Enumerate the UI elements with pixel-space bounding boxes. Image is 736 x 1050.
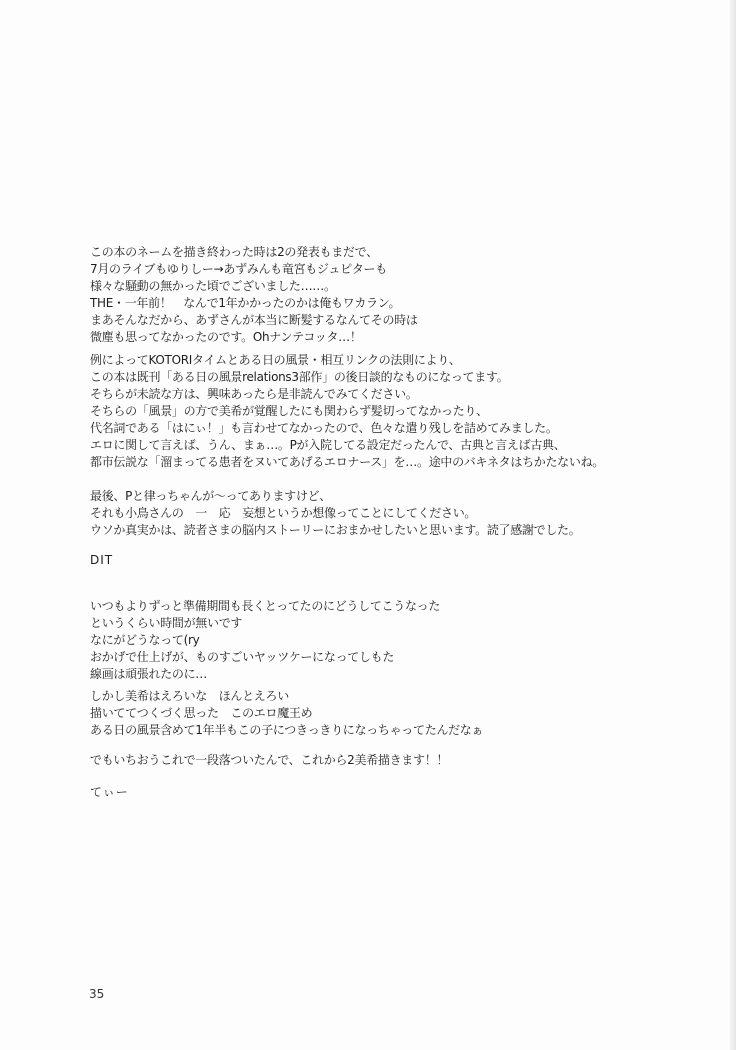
afterword-dit-paragraph-3: [90, 488, 690, 539]
text-line: 代名詞である「はにぃ！」も言わせてなかったので、色々な遣り残しを詰めてみました。: [90, 421, 558, 435]
text-line: ウソか真実かは、読者さまの脳内ストーリーにおまかせしたいと思います。読了感謝でした。: [90, 523, 581, 537]
text-line: しかし美希はえろいな ほんとえろい: [90, 689, 289, 703]
text-line: それも小鳥さんの 一 応 妄想というか想像ってことにしてください。: [90, 506, 477, 520]
afterword-dit-signature: DIT: [90, 553, 114, 567]
text-line: 描いててつくづく思った このエロ魔王め: [90, 706, 313, 720]
afterword-tee-paragraph-1: [90, 598, 690, 683]
text-line: ある日の風景含めて1年半もこの子につきっきりになっちゃってたんだなぁ: [90, 723, 484, 737]
text-line: 都市伝説な「溜まってる患者をヌいてあげるエロナース」を…。途中のバキネタはちかたないね。: [90, 455, 604, 469]
text-line: そちらが未読な方は、興味あったら是非読んでみてください。: [90, 387, 418, 401]
afterword-dit-paragraph-2: [90, 352, 690, 471]
text-line: 様々な騒動の無かった頃でございました……。: [90, 279, 336, 293]
text-line: THE・一年前！ なんで1年かかったのかは俺もワカラン。: [90, 296, 401, 310]
text-line: 線画は頑張れたのに…: [90, 667, 208, 681]
page-edge-shadow: [730, 0, 736, 1050]
text-line: でもいちおうこれで一段落ついたんで、これから2美希描きます！！: [90, 753, 449, 767]
text-line: おかげで仕上げが、ものすごいヤッツケーになってしもた: [90, 650, 395, 664]
text-line: まあそんなだから、あずさんが本当に断髪するなんてその時は: [90, 313, 418, 327]
text-line: この本のネームを描き終わった時は2の発表もまだで、: [90, 245, 378, 259]
afterword-tee-paragraph-2: [90, 688, 690, 739]
afterword-dit-paragraph-1: [90, 244, 690, 346]
text-line: いつもよりずっと準備期間も長くとってたのにどうしてこうなった: [90, 599, 441, 613]
text-line: というくらい時間が無いです: [90, 616, 243, 630]
page-number: 35: [89, 987, 105, 1001]
text-line: この本は既刊「ある日の風景relations3部作」の後日談的なものになってます。: [90, 370, 509, 384]
afterword-tee-signature: てぃー: [90, 785, 129, 799]
text-line: なにがどうなって(ry: [90, 633, 200, 647]
text-line: 微塵も思ってなかったのです。Ohナンテコッタ…！: [90, 330, 362, 344]
afterword-tee-paragraph-3: [90, 752, 690, 769]
text-line: 最後、Pと律っちゃんが～ってありますけど、: [90, 489, 331, 503]
text-line: そちらの「風景」の方で美希が覚醒したにも関わらず髪切ってなかったり、: [90, 404, 488, 418]
text-line: 例によってKOTORIタイムとある日の風景・相互リンクの法則により、: [90, 353, 461, 367]
text-line: エロに関して言えば、うん、まぁ…。Pが入院してる設定だったんで、古典と言えば古典、: [90, 438, 566, 452]
text-line: 7月のライブもゆりしー→あずみんも竜宮もジュピターも: [90, 262, 387, 276]
